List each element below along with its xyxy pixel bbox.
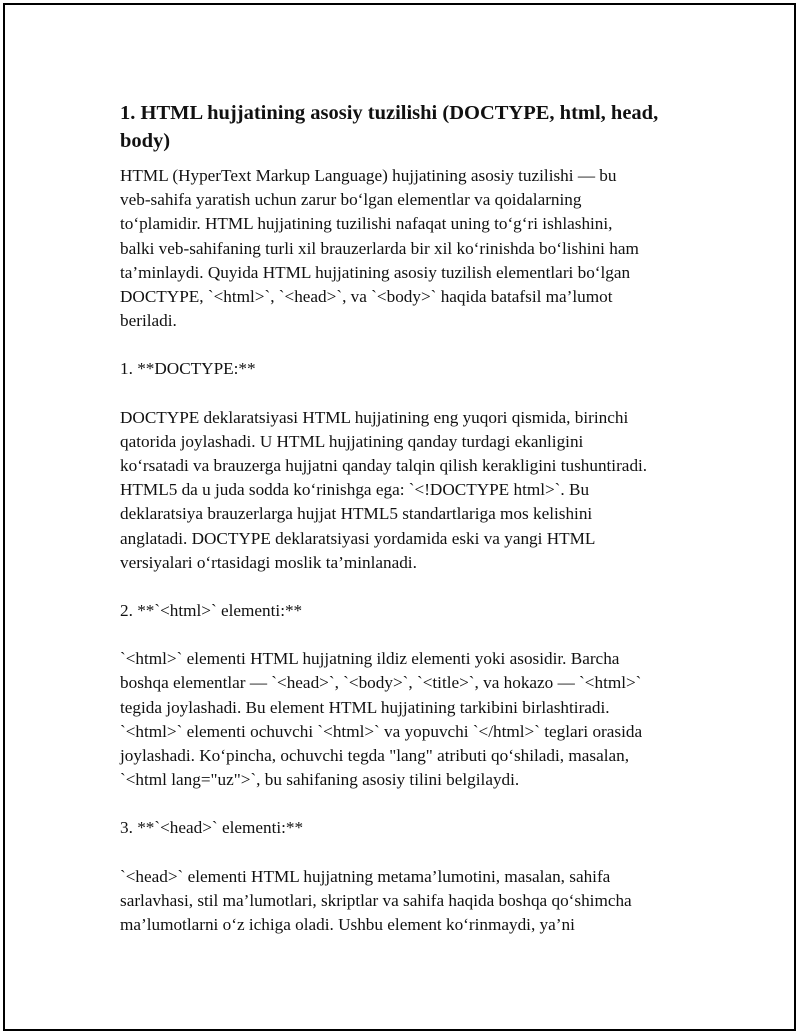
document-content	[120, 99, 680, 961]
head-element-heading	[120, 816, 680, 840]
text-line: `<html lang="uz">`, bu sahifaning asosiy tilini belgilaydi.	[120, 770, 520, 790]
text-line: sarlavhasi, stil ma’lumotlari, skriptlar va sahifa haqida boshqa qo‘shimcha	[120, 890, 632, 910]
text-line: qatorida joylashadi. U HTML hujjatining qanday turdagi ekanligini	[120, 431, 584, 451]
title-line: 1. HTML hujjatining asosiy tuzilishi (DOCTYPE, html, head,	[120, 102, 659, 124]
text-line: balki veb-sahifaning turli xil brauzerlarda bir xil ko‘rinishda bo‘lishini ham	[120, 238, 639, 258]
text-line: `<head>` elementi HTML hujjatning metama’lumotini, masalan, sahifa	[120, 866, 611, 886]
text-line: ma’lumotlarni o‘z ichiga oladi. Ushbu element ko‘rinmaydi, ya’ni	[120, 915, 575, 935]
text-line: joylashadi. Ko‘pincha, ochuvchi tegda "lang" atributi qo‘shiladi, masalan,	[120, 746, 629, 766]
text-line: HTML5 da u juda sodda ko‘rinishga ega: `<!DOCTYPE html>`. Bu	[120, 480, 590, 500]
html-element-heading	[120, 599, 680, 623]
doctype-paragraph	[120, 406, 680, 575]
doctype-heading	[120, 357, 680, 381]
text-line: versiyalari o‘rtasidagi moslik ta’minlanadi.	[120, 552, 417, 572]
text-line: deklaratsiya brauzerlarga hujjat HTML5 standartlariga mos kelishini	[120, 504, 593, 524]
text-line: `<html>` elementi ochuvchi `<html>` va yopuvchi `</html>` teglari orasida	[120, 721, 643, 741]
text-line: boshqa elementlar — `<head>`, `<body>`, `<title>`, va hokazo — `<html>`	[120, 673, 642, 693]
section-title	[120, 99, 680, 155]
title-line: body)	[120, 130, 171, 152]
text-line: veb-sahifa yaratish uchun zarur bo‘lgan elementlar va qoidalarning	[120, 190, 582, 210]
text-line: `<html>` elementi HTML hujjatning ildiz elementi yoki asosidir. Barcha	[120, 649, 620, 669]
html-element-paragraph	[120, 647, 680, 792]
text-line: 2. **`<html>` elementi:**	[120, 601, 303, 621]
text-line: beriladi.	[120, 311, 177, 331]
head-element-paragraph	[120, 865, 680, 938]
text-line: HTML (HyperText Markup Language) hujjatining asosiy tuzilishi — bu	[120, 166, 617, 185]
text-line: tegida joylashadi. Bu element HTML hujjatining tarkibini birlashtiradi.	[120, 697, 610, 717]
text-line: ta’minlaydi. Quyida HTML hujjatining asosiy tuzilish elementlari bo‘lgan	[120, 262, 631, 282]
text-line: 3. **`<head>` elementi:**	[120, 818, 304, 838]
text-line: ko‘rsatadi va brauzerga hujjatni qanday talqin qilish kerakligini tushuntiradi.	[120, 456, 648, 476]
text-line: DOCTYPE deklaratsiyasi HTML hujjatining eng yuqori qismida, birinchi	[120, 407, 629, 427]
document-page	[3, 3, 796, 1031]
intro-paragraph	[120, 164, 680, 333]
text-line: 1. **DOCTYPE:**	[120, 359, 256, 379]
text-line: DOCTYPE, `<html>`, `<head>`, va `<body>` haqida batafsil ma’lumot	[120, 287, 613, 307]
text-line: to‘plamidir. HTML hujjatining tuzilishi nafaqat uning to‘g‘ri ishlashini,	[120, 214, 613, 234]
text-line: anglatadi. DOCTYPE deklaratsiyasi yordamida eski va yangi HTML	[120, 528, 596, 548]
